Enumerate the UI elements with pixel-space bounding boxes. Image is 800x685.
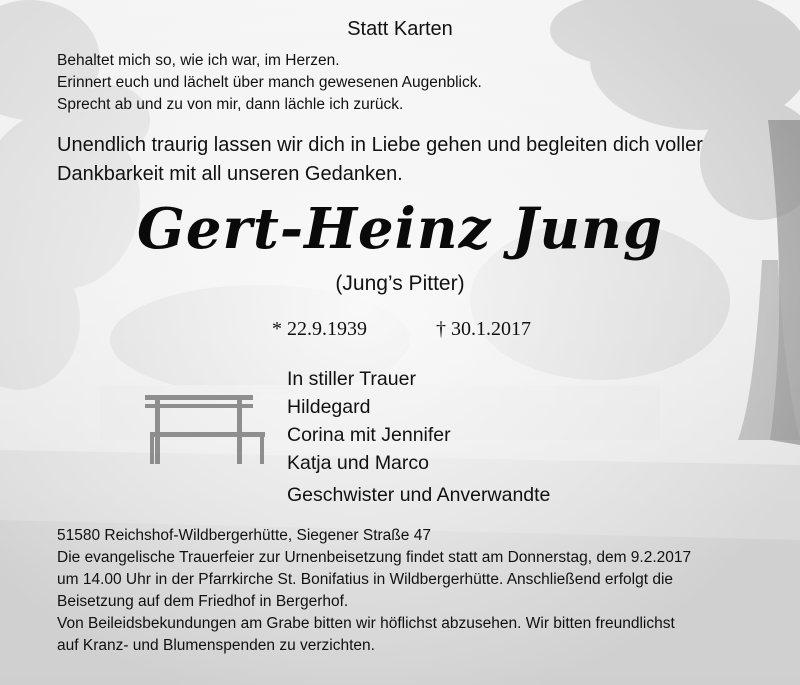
intro-line: Unendlich traurig lassen wir dich in Liebe gehen und begleiten dich voller bbox=[57, 134, 703, 156]
verse-line: Erinnert euch und lächelt über manch gewesenen Augenblick. bbox=[57, 74, 482, 91]
intro-line: Dankbarkeit mit all unseren Gedanken. bbox=[57, 163, 403, 185]
info-line: Von Beileidsbekundungen am Grabe bitten wir höflichst abzusehen. Wir bitten freundlichst bbox=[57, 615, 675, 632]
mourning-intro: In stiller Trauer bbox=[287, 368, 416, 390]
deceased-name: Gert-Heinz Jung bbox=[137, 196, 663, 262]
info-line: auf Kranz- und Blumenspenden zu verzichten. bbox=[57, 637, 375, 654]
info-line: Die evangelische Trauerfeier zur Urnenbeisetzung findet statt am Donnerstag, dem 9.2.2017 bbox=[57, 549, 692, 566]
deceased-nickname: (Jung’s Pitter) bbox=[335, 272, 465, 295]
mourner-name: Corina mit Jennifer bbox=[287, 424, 451, 446]
header-title: Statt Karten bbox=[347, 18, 453, 40]
birth-date: * 22.9.1939 bbox=[272, 318, 367, 340]
info-line: Beisetzung auf dem Friedhof in Bergerhof. bbox=[57, 593, 349, 610]
mourner-name: Katja und Marco bbox=[287, 452, 429, 474]
info-line: um 14.00 Uhr in der Pfarrkirche St. Bonifatius in Wildbergerhütte. Anschließend erfolgt die bbox=[57, 571, 674, 588]
mourner-name: Hildegard bbox=[287, 396, 371, 418]
mourner-relatives: Geschwister und Anverwandte bbox=[287, 484, 551, 506]
death-date: † 30.1.2017 bbox=[436, 318, 531, 340]
verse-line: Behaltet mich so, wie ich war, im Herzen. bbox=[57, 52, 340, 69]
verse-line: Sprecht ab und zu von mir, dann lächle ich zurück. bbox=[57, 96, 404, 113]
address-line: 51580 Reichshof-Wildbergerhütte, Siegener Straße 47 bbox=[57, 527, 431, 544]
